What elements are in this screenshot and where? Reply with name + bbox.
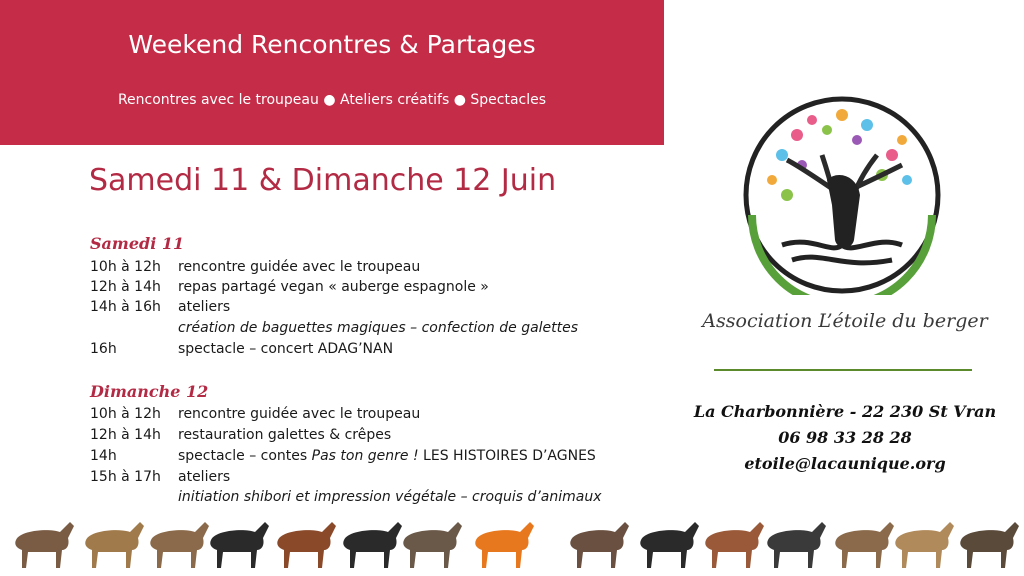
horse-icon [85,522,144,568]
schedule-row [90,448,596,464]
show-title: Pas ton genre ! [311,448,419,464]
schedule-desc: rencontre guidée avec le troupeau [178,259,421,275]
schedule-row [90,299,230,315]
day-heading-dimanche: Dimanche 12 [90,382,209,401]
header-banner [0,0,664,145]
schedule-row [90,427,391,443]
schedule-desc: restauration galettes & crêpes [178,427,392,443]
schedule-desc-part: LES HISTOIRES D’AGNES [418,448,596,464]
schedule-desc: rencontre guidée avec le troupeau [178,406,421,422]
contact-phone: 06 98 33 28 28 [778,428,912,447]
horse-icon [960,522,1019,568]
schedule-row [90,259,420,275]
divider [714,369,972,371]
schedule-time: 12h à 14h [90,279,161,295]
schedule-time: 10h à 12h [90,259,161,275]
schedule-time: 14h [90,448,117,464]
schedule-desc: spectacle – concert ADAG’NAN [178,341,394,357]
schedule-note: initiation shibori et impression végétale – croquis d’animaux [178,489,602,505]
horse-icon [277,522,336,568]
horse-icon [343,522,402,568]
horse-icon [570,522,629,568]
schedule-time: 16h [90,341,117,357]
schedule-row [90,279,489,295]
schedule-desc-part: spectacle – contes [178,448,312,464]
schedule-row [90,406,420,422]
contact-email[interactable]: etoile@lacaunique.org [744,454,946,473]
horses-fox-border-icon [0,512,1024,576]
horse-icon [210,522,269,568]
schedule-note: création de baguettes magiques – confection de galettes [178,320,579,336]
schedule-desc: repas partagé vegan « auberge espagnole » [178,279,489,295]
contact-address: La Charbonnière - 22 230 St Vran [693,402,997,421]
horse-icon [767,522,826,568]
association-name: Association L’étoile du berger [702,310,988,332]
schedule-row [90,341,393,357]
schedule-time: 10h à 12h [90,406,161,422]
horse-icon [835,522,894,568]
event-title: Weekend Rencontres & Partages [128,30,536,59]
horse-icon [15,522,74,568]
event-dates: Samedi 11 & Dimanche 12 Juin [89,163,557,198]
fox-icon [475,522,534,568]
schedule-time: 14h à 16h [90,299,161,315]
schedule-desc [178,448,596,464]
day-heading-samedi: Samedi 11 [90,234,185,253]
tree-horse-logo-icon [742,95,942,295]
schedule-desc: ateliers [178,299,231,315]
schedule-time: 12h à 14h [90,427,161,443]
horse-icon [640,522,699,568]
horse-icon [150,522,209,568]
event-subtitle: Rencontres avec le troupeau ● Ateliers créatifs ● Spectacles [117,92,547,108]
schedule-time: 15h à 17h [90,469,161,485]
horse-icon [403,522,462,568]
schedule-desc: ateliers [178,469,231,485]
horse-icon [705,522,764,568]
horse-icon [895,522,954,568]
schedule-row [90,469,230,485]
